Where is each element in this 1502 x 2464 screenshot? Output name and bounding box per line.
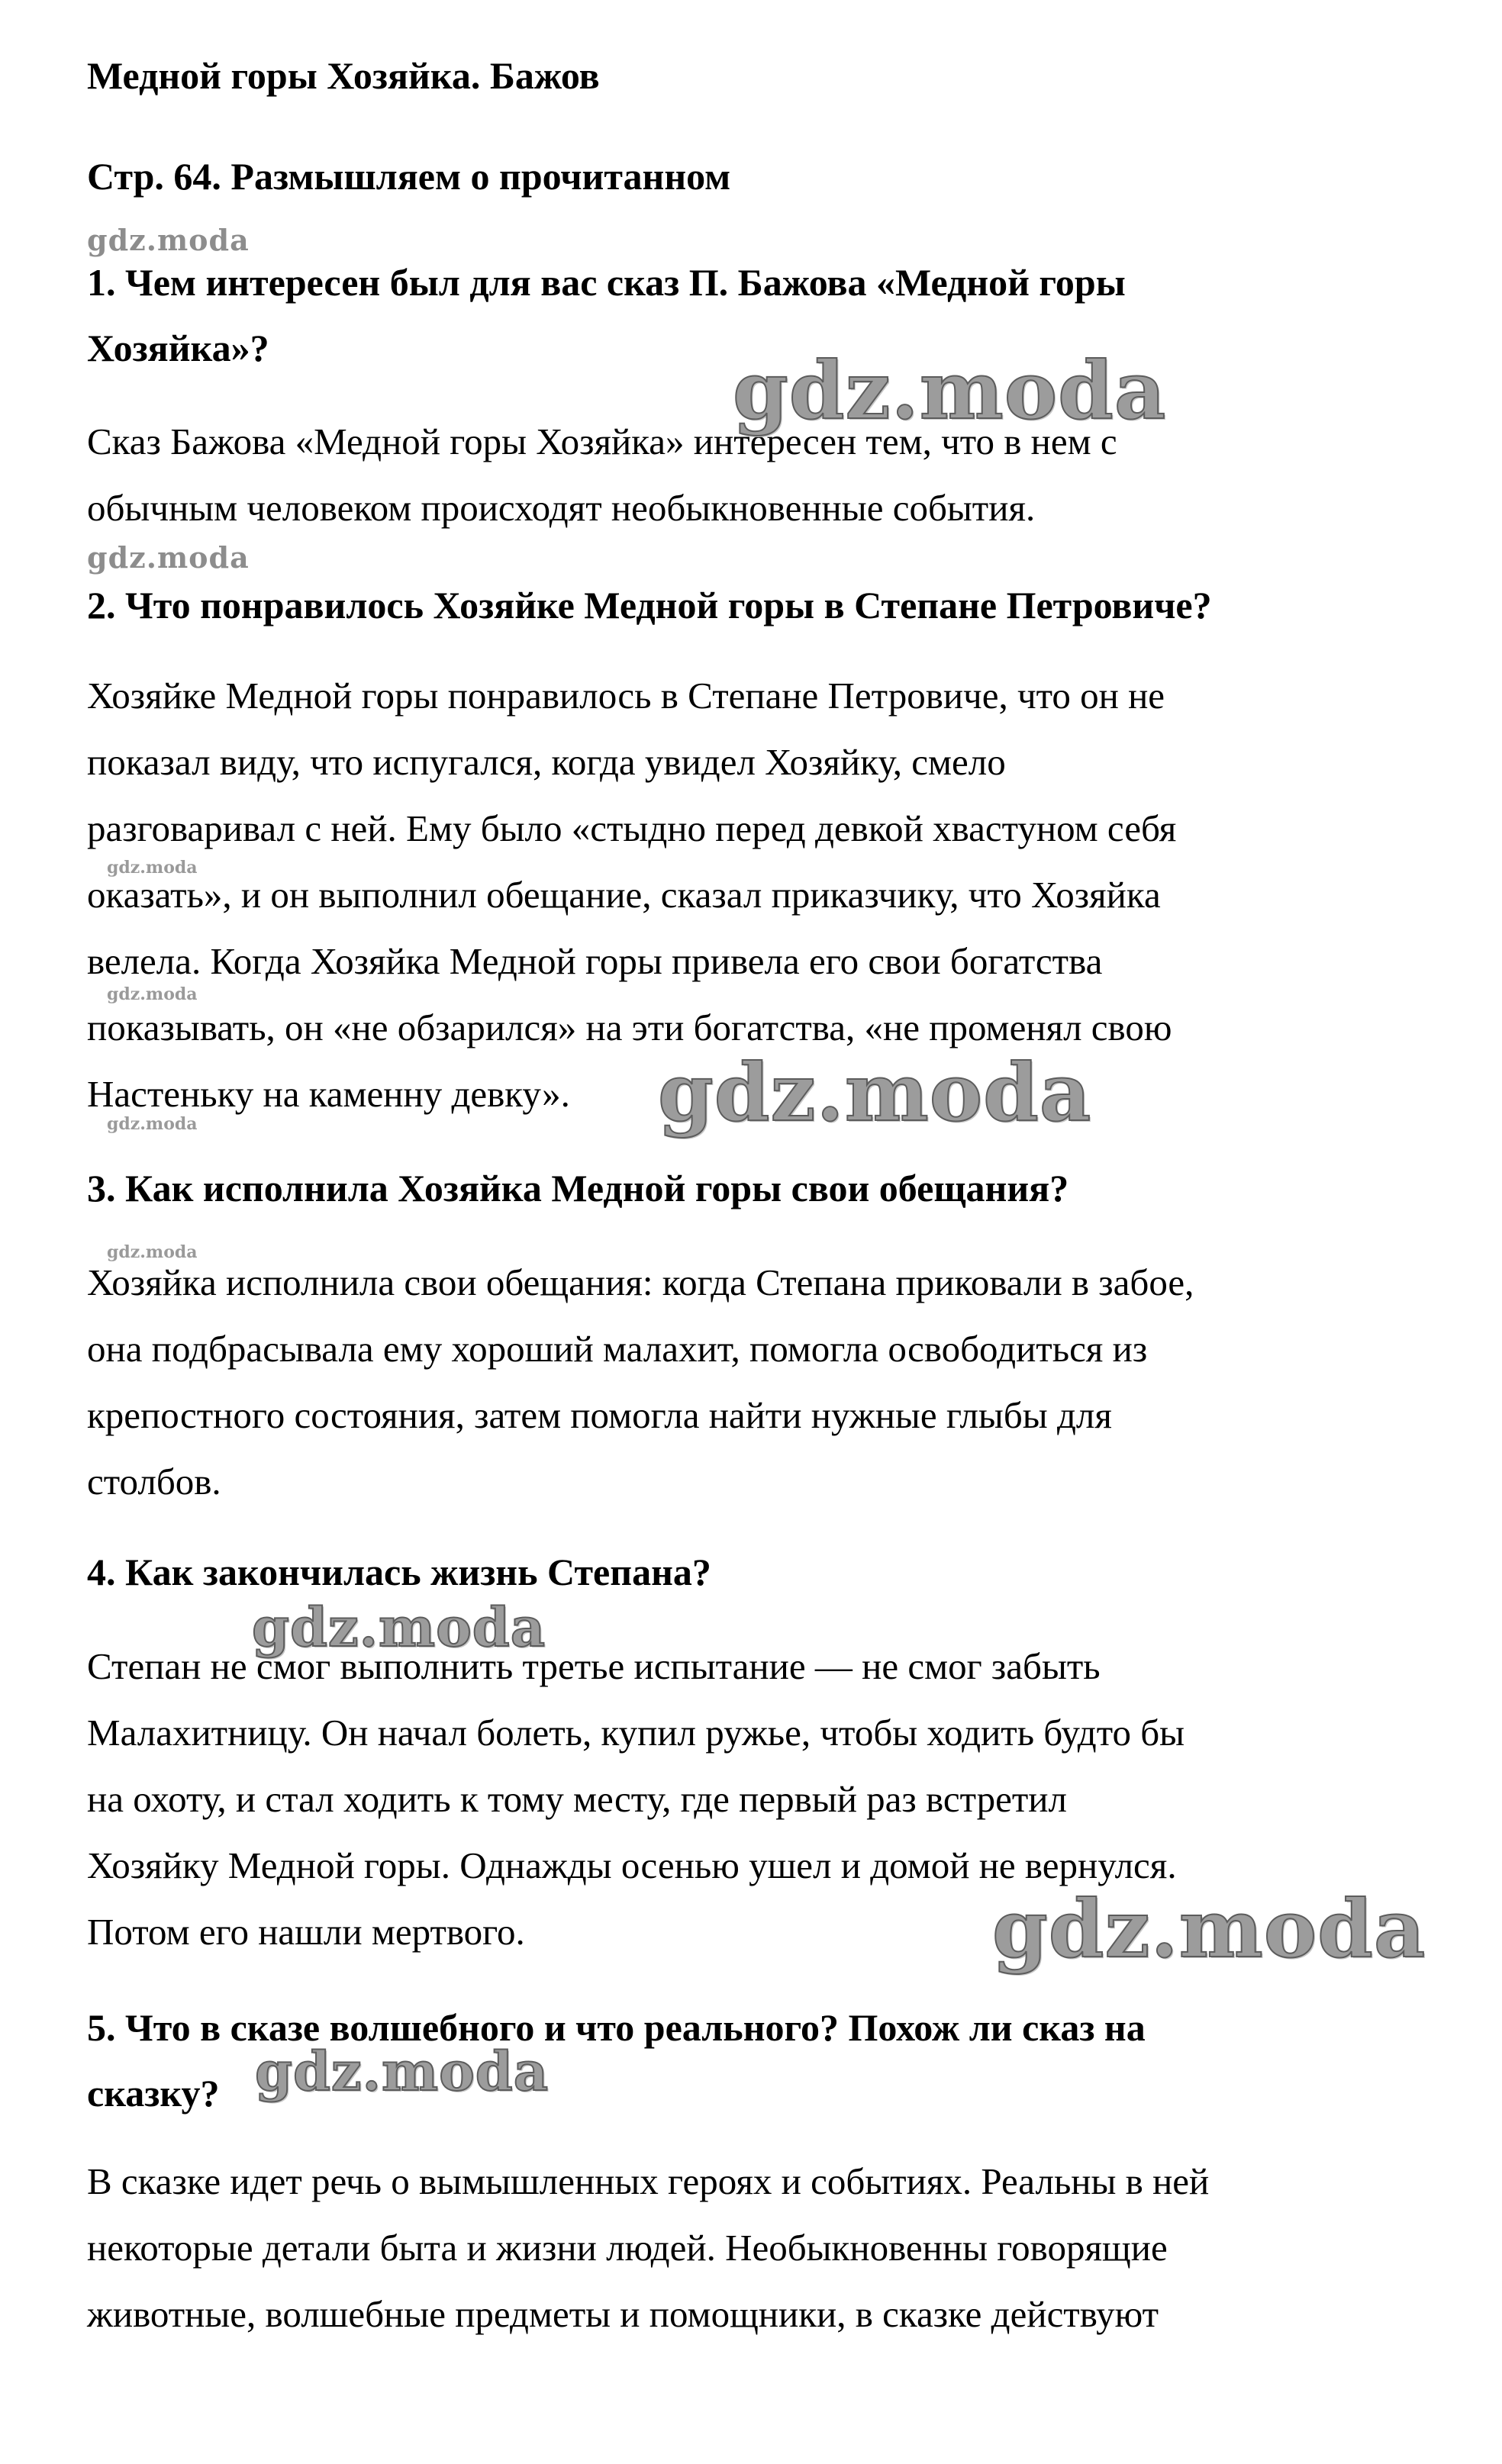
- answer-3: [87, 1249, 1430, 1515]
- question-5: [87, 1995, 1146, 2126]
- answer-line: велела. Когда Хозяйка Медной горы привела его свои богатства: [87, 940, 1103, 982]
- page-title: Медной горы Хозяйка. Бажов: [87, 54, 600, 97]
- question-line: 5. Что в сказе волшебного и что реального? Похож ли сказ на: [87, 2006, 1146, 2049]
- watermark-text: gdz.moda: [87, 540, 250, 575]
- answer-line: животные, волшебные предметы и помощники, в сказке действуют: [87, 2293, 1159, 2335]
- watermark-text: gdz.moda: [733, 343, 1167, 437]
- watermark-text: gdz.moda: [107, 1114, 198, 1134]
- watermark-text: gdz.moda: [658, 1045, 1092, 1139]
- question-line: 2. Что понравилось Хозяйке Медной горы в Степане Петровиче?: [87, 584, 1212, 626]
- answer-line: Степан не смог выполнить третье испытание — не смог забыть: [87, 1645, 1101, 1687]
- question-line: 1. Чем интересен был для вас сказ П. Бажова «Медной горы: [87, 261, 1126, 304]
- answer-line: показал виду, что испугался, когда увидел Хозяйку, смело: [87, 741, 1006, 783]
- answer-line: на охоту, и стал ходить к тому месту, где первый раз встретил: [87, 1778, 1067, 1820]
- watermark-text: gdz.moda: [87, 223, 250, 257]
- page-subtitle: Стр. 64. Размышляем о прочитанном: [87, 155, 731, 198]
- watermark-text: gdz.moda: [107, 1242, 198, 1262]
- answer-line: Настеньку на каменну девку».: [87, 1073, 570, 1115]
- question-line: сказку?: [87, 2072, 220, 2115]
- answer-5: [87, 2148, 1430, 2347]
- answer-line: показывать, он «не обзарился» на эти богатства, «не променял свою: [87, 1007, 1172, 1048]
- question-line: 3. Как исполнила Хозяйка Медной горы свои обещания?: [87, 1167, 1069, 1209]
- answer-line: Потом его нашли мертвого.: [87, 1911, 525, 1953]
- answer-line: разговаривал с ней. Ему было «стыдно перед девкой хвастуном себя: [87, 807, 1177, 849]
- question-line: Хозяйка»?: [87, 327, 269, 369]
- answer-line: она подбрасывала ему хороший малахит, помогла освободиться из: [87, 1328, 1148, 1370]
- answer-line: Сказ Бажова «Медной горы Хозяйка» интересен тем, что в нем с: [87, 420, 1117, 462]
- answer-line: оказать», и он выполнил обещание, сказал приказчику, что Хозяйка: [87, 874, 1161, 916]
- watermark-text: gdz.moda: [992, 1882, 1426, 1976]
- answer-line: обычным человеком происходят необыкновенные события.: [87, 487, 1036, 529]
- watermark-text: gdz.moda: [107, 984, 198, 1004]
- question-2: [87, 572, 1212, 638]
- answer-line: Хозяйка исполнила свои обещания: когда Степана приковали в забое,: [87, 1261, 1194, 1303]
- watermark-text: gdz.moda: [107, 858, 198, 878]
- watermark-text: gdz.moda: [252, 1596, 546, 1659]
- answer-line: Малахитницу. Он начал болеть, купил ружье, чтобы ходить будто бы: [87, 1712, 1185, 1754]
- answer-line: В сказке идет речь о вымышленных героях и событиях. Реальны в ней: [87, 2160, 1210, 2202]
- answer-line: Хозяйку Медной горы. Однажды осенью ушел и домой не вернулся.: [87, 1844, 1177, 1886]
- answer-line: Хозяйке Медной горы понравилось в Степане Петровиче, что он не: [87, 675, 1165, 717]
- question-3: [87, 1155, 1068, 1221]
- answer-line: крепостного состояния, затем помогла найти нужные глыбы для: [87, 1394, 1112, 1436]
- answer-line: некоторые детали быта и жизни людей. Необыкновенны говорящие: [87, 2227, 1168, 2269]
- watermark-text: gdz.moda: [255, 2040, 550, 2103]
- question-line: 4. Как закончилась жизнь Степана?: [87, 1551, 711, 1593]
- answer-line: столбов.: [87, 1461, 221, 1503]
